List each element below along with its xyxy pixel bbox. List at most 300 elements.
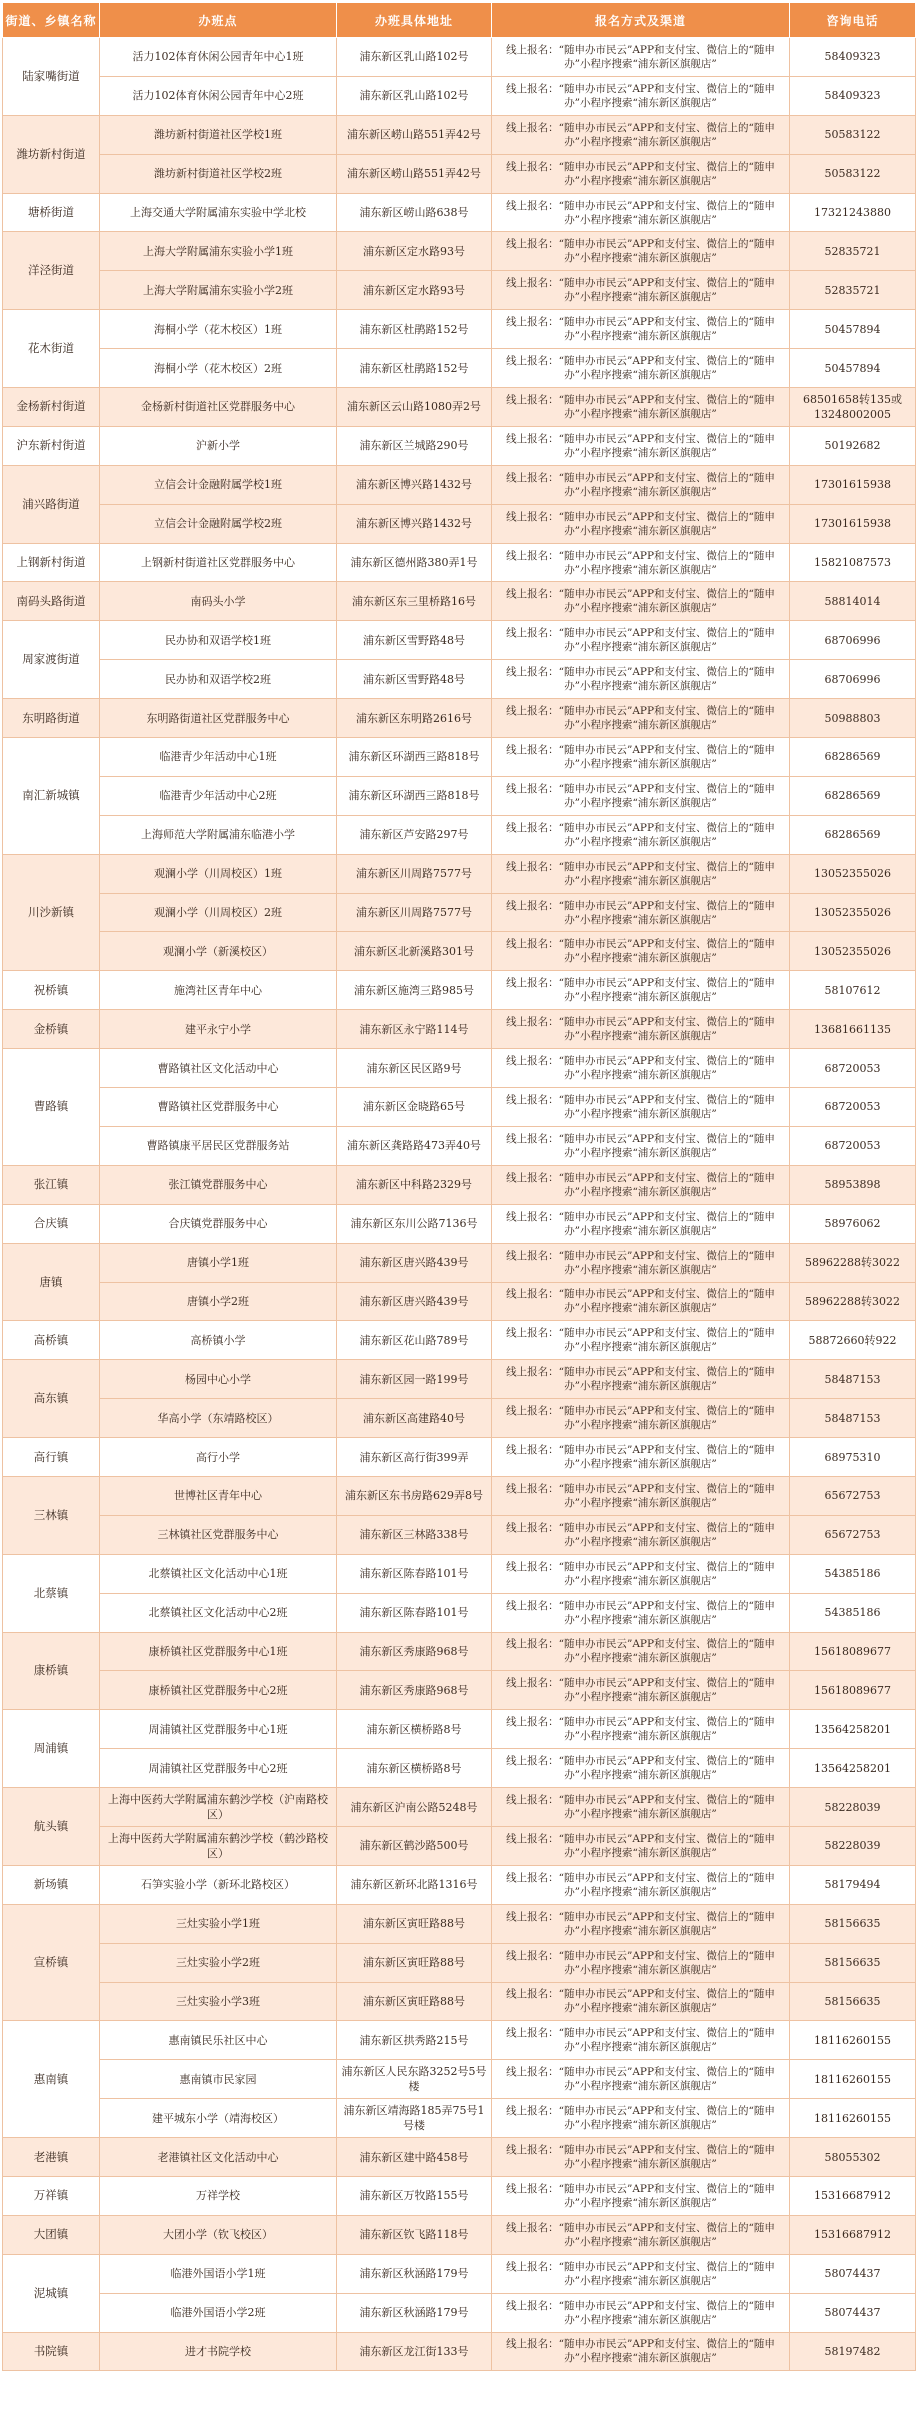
header-address: 办班具体地址: [337, 3, 492, 38]
phone-cell: 58156635: [790, 1904, 916, 1943]
method-cell: 线上报名：“随申办市民云”APP和支付宝、微信上的“随申办”小程序搜索“浦东新区旗舰店”: [492, 154, 790, 193]
address-cell: 浦东新区靖海路185弄75号1号楼: [337, 2099, 492, 2138]
phone-cell: 15316687912: [790, 2215, 916, 2254]
site-cell: 沪新小学: [100, 426, 337, 465]
phone-cell: 50457894: [790, 310, 916, 349]
table-row: [3, 2138, 916, 2177]
phone-cell: 15821087573: [790, 543, 916, 582]
site-cell: 上钢新村街道社区党群服务中心: [100, 543, 337, 582]
header-site: 办班点: [100, 3, 337, 38]
method-cell: 线上报名：“随申办市民云”APP和支付宝、微信上的“随申办”小程序搜索“浦东新区旗舰店”: [492, 1010, 790, 1049]
table-row: [3, 1282, 916, 1321]
table-row: [3, 232, 916, 271]
site-cell: 世博社区青年中心: [100, 1476, 337, 1515]
phone-cell: 58179494: [790, 1865, 916, 1904]
table-row: [3, 582, 916, 621]
site-cell: 活力102体育休闲公园青年中心2班: [100, 76, 337, 115]
phone-cell: 54385186: [790, 1593, 916, 1632]
phone-cell: 13052355026: [790, 893, 916, 932]
method-cell: 线上报名：“随申办市民云”APP和支付宝、微信上的“随申办”小程序搜索“浦东新区旗舰店”: [492, 2254, 790, 2293]
town-cell: 北蔡镇: [3, 1554, 100, 1632]
phone-cell: 65672753: [790, 1515, 916, 1554]
phone-cell: 68286569: [790, 815, 916, 854]
town-cell: 曹路镇: [3, 1049, 100, 1166]
table-row: [3, 2060, 916, 2099]
method-cell: 线上报名：“随申办市民云”APP和支付宝、微信上的“随申办”小程序搜索“浦东新区旗舰店”: [492, 543, 790, 582]
site-cell: 临港青少年活动中心1班: [100, 738, 337, 777]
method-cell: 线上报名：“随申办市民云”APP和支付宝、微信上的“随申办”小程序搜索“浦东新区旗舰店”: [492, 1788, 790, 1827]
table-row: [3, 815, 916, 854]
town-cell: 新场镇: [3, 1865, 100, 1904]
method-cell: 线上报名：“随申办市民云”APP和支付宝、微信上的“随申办”小程序搜索“浦东新区旗舰店”: [492, 1321, 790, 1360]
address-cell: 浦东新区秀康路968号: [337, 1671, 492, 1710]
phone-cell: 50583122: [790, 115, 916, 154]
town-cell: 祝桥镇: [3, 971, 100, 1010]
address-cell: 浦东新区乳山路102号: [337, 76, 492, 115]
site-cell: 立信会计金融附属学校1班: [100, 465, 337, 504]
table-row: [3, 1321, 916, 1360]
address-cell: 浦东新区杜鹃路152号: [337, 310, 492, 349]
table-row: [3, 38, 916, 77]
address-cell: 浦东新区川周路7577号: [337, 893, 492, 932]
address-cell: 浦东新区钦飞路118号: [337, 2215, 492, 2254]
phone-cell: 58074437: [790, 2293, 916, 2332]
site-cell: 观澜小学（川周校区）1班: [100, 854, 337, 893]
site-cell: 三灶实验小学2班: [100, 1943, 337, 1982]
site-cell: 上海师范大学附属浦东临港小学: [100, 815, 337, 854]
town-cell: 上钢新村街道: [3, 543, 100, 582]
address-cell: 浦东新区兰城路290号: [337, 426, 492, 465]
site-cell: 立信会计金融附属学校2班: [100, 504, 337, 543]
address-cell: 浦东新区陈春路101号: [337, 1593, 492, 1632]
method-cell: 线上报名：“随申办市民云”APP和支付宝、微信上的“随申办”小程序搜索“浦东新区旗舰店”: [492, 1593, 790, 1632]
method-cell: 线上报名：“随申办市民云”APP和支付宝、微信上的“随申办”小程序搜索“浦东新区旗舰店”: [492, 2332, 790, 2371]
method-cell: 线上报名：“随申办市民云”APP和支付宝、微信上的“随申办”小程序搜索“浦东新区旗舰店”: [492, 1904, 790, 1943]
method-cell: 线上报名：“随申办市民云”APP和支付宝、微信上的“随申办”小程序搜索“浦东新区旗舰店”: [492, 1865, 790, 1904]
method-cell: 线上报名：“随申办市民云”APP和支付宝、微信上的“随申办”小程序搜索“浦东新区旗舰店”: [492, 232, 790, 271]
site-cell: 惠南镇民乐社区中心: [100, 2021, 337, 2060]
site-cell: 三灶实验小学3班: [100, 1982, 337, 2021]
method-cell: 线上报名：“随申办市民云”APP和支付宝、微信上的“随申办”小程序搜索“浦东新区旗舰店”: [492, 738, 790, 777]
address-cell: 浦东新区鹤沙路500号: [337, 1826, 492, 1865]
method-cell: 线上报名：“随申办市民云”APP和支付宝、微信上的“随申办”小程序搜索“浦东新区旗舰店”: [492, 1243, 790, 1282]
town-cell: 浦兴路街道: [3, 465, 100, 543]
phone-cell: 68975310: [790, 1438, 916, 1477]
table-row: [3, 2099, 916, 2138]
table-row: [3, 1943, 916, 1982]
address-cell: 浦东新区崂山路638号: [337, 193, 492, 232]
table-row: [3, 310, 916, 349]
site-cell: 周浦镇社区党群服务中心1班: [100, 1710, 337, 1749]
site-cell: 临港外国语小学2班: [100, 2293, 337, 2332]
address-cell: 浦东新区东明路2616号: [337, 699, 492, 738]
town-cell: 陆家嘴街道: [3, 38, 100, 116]
header-phone: 咨询电话: [790, 3, 916, 38]
phone-cell: 68286569: [790, 738, 916, 777]
phone-cell: 58228039: [790, 1826, 916, 1865]
address-cell: 浦东新区金晓路65号: [337, 1088, 492, 1127]
address-cell: 浦东新区寅旺路88号: [337, 1904, 492, 1943]
address-cell: 浦东新区环湖西三路818号: [337, 776, 492, 815]
town-cell: 老港镇: [3, 2138, 100, 2177]
registration-table: [2, 2, 916, 2371]
method-cell: 线上报名：“随申办市民云”APP和支付宝、微信上的“随申办”小程序搜索“浦东新区旗舰店”: [492, 893, 790, 932]
address-cell: 浦东新区川周路7577号: [337, 854, 492, 893]
address-cell: 浦东新区万牧路155号: [337, 2176, 492, 2215]
site-cell: 万祥学校: [100, 2176, 337, 2215]
site-cell: 民办协和双语学校2班: [100, 660, 337, 699]
address-cell: 浦东新区三林路338号: [337, 1515, 492, 1554]
table-row: [3, 1399, 916, 1438]
table-row: [3, 504, 916, 543]
site-cell: 上海交通大学附属浦东实验中学北校: [100, 193, 337, 232]
method-cell: 线上报名：“随申办市民云”APP和支付宝、微信上的“随申办”小程序搜索“浦东新区旗舰店”: [492, 271, 790, 310]
address-cell: 浦东新区沪南公路5248号: [337, 1788, 492, 1827]
phone-cell: 52835721: [790, 232, 916, 271]
address-cell: 浦东新区乳山路102号: [337, 38, 492, 77]
phone-cell: 58156635: [790, 1943, 916, 1982]
site-cell: 高行小学: [100, 1438, 337, 1477]
table-row: [3, 2215, 916, 2254]
method-cell: 线上报名：“随申办市民云”APP和支付宝、微信上的“随申办”小程序搜索“浦东新区旗舰店”: [492, 1710, 790, 1749]
site-cell: 三林镇社区党群服务中心: [100, 1515, 337, 1554]
method-cell: 线上报名：“随申办市民云”APP和支付宝、微信上的“随申办”小程序搜索“浦东新区旗舰店”: [492, 2060, 790, 2099]
site-cell: 观澜小学（新溪校区）: [100, 932, 337, 971]
address-cell: 浦东新区秋涵路179号: [337, 2293, 492, 2332]
phone-cell: 68720053: [790, 1049, 916, 1088]
table-row: [3, 1632, 916, 1671]
method-cell: 线上报名：“随申办市民云”APP和支付宝、微信上的“随申办”小程序搜索“浦东新区旗舰店”: [492, 2021, 790, 2060]
site-cell: 北蔡镇社区文化活动中心1班: [100, 1554, 337, 1593]
phone-cell: 68706996: [790, 660, 916, 699]
table-row: [3, 1749, 916, 1788]
phone-cell: 58872660转922: [790, 1321, 916, 1360]
method-cell: 线上报名：“随申办市民云”APP和支付宝、微信上的“随申办”小程序搜索“浦东新区旗舰店”: [492, 1515, 790, 1554]
phone-cell: 13564258201: [790, 1710, 916, 1749]
phone-cell: 18116260155: [790, 2099, 916, 2138]
method-cell: 线上报名：“随申办市民云”APP和支付宝、微信上的“随申办”小程序搜索“浦东新区旗舰店”: [492, 2293, 790, 2332]
table-row: [3, 2176, 916, 2215]
method-cell: 线上报名：“随申办市民云”APP和支付宝、微信上的“随申办”小程序搜索“浦东新区旗舰店”: [492, 1165, 790, 1204]
town-cell: 周浦镇: [3, 1710, 100, 1788]
phone-cell: 15618089677: [790, 1671, 916, 1710]
table-body: [3, 38, 916, 2371]
phone-cell: 17301615938: [790, 465, 916, 504]
site-cell: 唐镇小学2班: [100, 1282, 337, 1321]
town-cell: 三林镇: [3, 1476, 100, 1554]
address-cell: 浦东新区人民东路3252号5号楼: [337, 2060, 492, 2099]
table-row: [3, 660, 916, 699]
method-cell: 线上报名：“随申办市民云”APP和支付宝、微信上的“随申办”小程序搜索“浦东新区旗舰店”: [492, 349, 790, 388]
site-cell: 临港外国语小学1班: [100, 2254, 337, 2293]
phone-cell: 58962288转3022: [790, 1243, 916, 1282]
method-cell: 线上报名：“随申办市民云”APP和支付宝、微信上的“随申办”小程序搜索“浦东新区旗舰店”: [492, 1826, 790, 1865]
address-cell: 浦东新区寅旺路88号: [337, 1943, 492, 1982]
site-cell: 南码头小学: [100, 582, 337, 621]
site-cell: 康桥镇社区党群服务中心2班: [100, 1671, 337, 1710]
site-cell: 曹路镇社区文化活动中心: [100, 1049, 337, 1088]
site-cell: 施湾社区青年中心: [100, 971, 337, 1010]
address-cell: 浦东新区陈春路101号: [337, 1554, 492, 1593]
table-row: [3, 893, 916, 932]
phone-cell: 58487153: [790, 1360, 916, 1399]
site-cell: 上海大学附属浦东实验小学1班: [100, 232, 337, 271]
site-cell: 潍坊新村街道社区学校1班: [100, 115, 337, 154]
table-row: [3, 465, 916, 504]
site-cell: 建平永宁小学: [100, 1010, 337, 1049]
address-cell: 浦东新区园一路199号: [337, 1360, 492, 1399]
phone-cell: 50457894: [790, 349, 916, 388]
phone-cell: 58409323: [790, 38, 916, 77]
table-row: [3, 1904, 916, 1943]
site-cell: 海桐小学（花木校区）2班: [100, 349, 337, 388]
method-cell: 线上报名：“随申办市民云”APP和支付宝、微信上的“随申办”小程序搜索“浦东新区旗舰店”: [492, 1204, 790, 1243]
site-cell: 北蔡镇社区文化活动中心2班: [100, 1593, 337, 1632]
table-row: [3, 1049, 916, 1088]
address-cell: 浦东新区东川公路7136号: [337, 1204, 492, 1243]
table-row: [3, 738, 916, 777]
site-cell: 三灶实验小学1班: [100, 1904, 337, 1943]
town-cell: 东明路街道: [3, 699, 100, 738]
address-cell: 浦东新区高行街399弄: [337, 1438, 492, 1477]
table-row: [3, 2293, 916, 2332]
method-cell: 线上报名：“随申办市民云”APP和支付宝、微信上的“随申办”小程序搜索“浦东新区旗舰店”: [492, 426, 790, 465]
site-cell: 合庆镇党群服务中心: [100, 1204, 337, 1243]
town-cell: 张江镇: [3, 1165, 100, 1204]
address-cell: 浦东新区横桥路8号: [337, 1749, 492, 1788]
method-cell: 线上报名：“随申办市民云”APP和支付宝、微信上的“随申办”小程序搜索“浦东新区旗舰店”: [492, 1476, 790, 1515]
phone-cell: 13564258201: [790, 1749, 916, 1788]
table-row: [3, 776, 916, 815]
address-cell: 浦东新区永宁路114号: [337, 1010, 492, 1049]
table-row: [3, 154, 916, 193]
table-row: [3, 1204, 916, 1243]
address-cell: 浦东新区崂山路551弄42号: [337, 115, 492, 154]
table-row: [3, 1515, 916, 1554]
site-cell: 周浦镇社区党群服务中心2班: [100, 1749, 337, 1788]
method-cell: 线上报名：“随申办市民云”APP和支付宝、微信上的“随申办”小程序搜索“浦东新区旗舰店”: [492, 2138, 790, 2177]
method-cell: 线上报名：“随申办市民云”APP和支付宝、微信上的“随申办”小程序搜索“浦东新区旗舰店”: [492, 2215, 790, 2254]
address-cell: 浦东新区雪野路48号: [337, 660, 492, 699]
table-row: [3, 2254, 916, 2293]
site-cell: 惠南镇市民家园: [100, 2060, 337, 2099]
address-cell: 浦东新区德州路380弄1号: [337, 543, 492, 582]
table-header-row: [3, 3, 916, 38]
phone-cell: 58055302: [790, 2138, 916, 2177]
address-cell: 浦东新区横桥路8号: [337, 1710, 492, 1749]
town-cell: 唐镇: [3, 1243, 100, 1321]
town-cell: 川沙新镇: [3, 854, 100, 971]
address-cell: 浦东新区建中路458号: [337, 2138, 492, 2177]
phone-cell: 68720053: [790, 1126, 916, 1165]
method-cell: 线上报名：“随申办市民云”APP和支付宝、微信上的“随申办”小程序搜索“浦东新区旗舰店”: [492, 2176, 790, 2215]
town-cell: 康桥镇: [3, 1632, 100, 1710]
town-cell: 洋泾街道: [3, 232, 100, 310]
phone-cell: 15618089677: [790, 1632, 916, 1671]
town-cell: 沪东新村街道: [3, 426, 100, 465]
table-row: [3, 1476, 916, 1515]
address-cell: 浦东新区博兴路1432号: [337, 465, 492, 504]
table-row: [3, 543, 916, 582]
town-cell: 高东镇: [3, 1360, 100, 1438]
site-cell: 上海中医药大学附属浦东鹤沙学校（沪南路校区）: [100, 1788, 337, 1827]
site-cell: 潍坊新村街道社区学校2班: [100, 154, 337, 193]
address-cell: 浦东新区龚路路473弄40号: [337, 1126, 492, 1165]
site-cell: 临港青少年活动中心2班: [100, 776, 337, 815]
method-cell: 线上报名：“随申办市民云”APP和支付宝、微信上的“随申办”小程序搜索“浦东新区旗舰店”: [492, 582, 790, 621]
phone-cell: 13681661135: [790, 1010, 916, 1049]
site-cell: 海桐小学（花木校区）1班: [100, 310, 337, 349]
address-cell: 浦东新区环湖西三路818号: [337, 738, 492, 777]
method-cell: 线上报名：“随申办市民云”APP和支付宝、微信上的“随申办”小程序搜索“浦东新区旗舰店”: [492, 2099, 790, 2138]
method-cell: 线上报名：“随申办市民云”APP和支付宝、微信上的“随申办”小程序搜索“浦东新区旗舰店”: [492, 1282, 790, 1321]
phone-cell: 68286569: [790, 776, 916, 815]
address-cell: 浦东新区杜鹃路152号: [337, 349, 492, 388]
table-row: [3, 426, 916, 465]
address-cell: 浦东新区高建路40号: [337, 1399, 492, 1438]
site-cell: 张江镇党群服务中心: [100, 1165, 337, 1204]
address-cell: 浦东新区雪野路48号: [337, 621, 492, 660]
site-cell: 东明路街道社区党群服务中心: [100, 699, 337, 738]
table-row: [3, 854, 916, 893]
table-row: [3, 1088, 916, 1127]
method-cell: 线上报名：“随申办市民云”APP和支付宝、微信上的“随申办”小程序搜索“浦东新区旗舰店”: [492, 1360, 790, 1399]
table-row: [3, 1593, 916, 1632]
table-row: [3, 76, 916, 115]
method-cell: 线上报名：“随申办市民云”APP和支付宝、微信上的“随申办”小程序搜索“浦东新区旗舰店”: [492, 1632, 790, 1671]
site-cell: 曹路镇社区党群服务中心: [100, 1088, 337, 1127]
address-cell: 浦东新区唐兴路439号: [337, 1243, 492, 1282]
site-cell: 建平城东小学（靖海校区）: [100, 2099, 337, 2138]
table-row: [3, 699, 916, 738]
table-row: [3, 1710, 916, 1749]
phone-cell: 58197482: [790, 2332, 916, 2371]
address-cell: 浦东新区崂山路551弄42号: [337, 154, 492, 193]
address-cell: 浦东新区施湾三路985号: [337, 971, 492, 1010]
address-cell: 浦东新区云山路1080弄2号: [337, 388, 492, 427]
site-cell: 华高小学（东靖路校区）: [100, 1399, 337, 1438]
table-row: [3, 388, 916, 427]
site-cell: 大团小学（钦飞校区）: [100, 2215, 337, 2254]
table-row: [3, 1554, 916, 1593]
method-cell: 线上报名：“随申办市民云”APP和支付宝、微信上的“随申办”小程序搜索“浦东新区旗舰店”: [492, 1126, 790, 1165]
table-row: [3, 971, 916, 1010]
site-cell: 石笋实验小学（新环北路校区）: [100, 1865, 337, 1904]
phone-cell: 50583122: [790, 154, 916, 193]
method-cell: 线上报名：“随申办市民云”APP和支付宝、微信上的“随申办”小程序搜索“浦东新区旗舰店”: [492, 388, 790, 427]
town-cell: 花木街道: [3, 310, 100, 388]
phone-cell: 13052355026: [790, 932, 916, 971]
method-cell: 线上报名：“随申办市民云”APP和支付宝、微信上的“随申办”小程序搜索“浦东新区旗舰店”: [492, 1943, 790, 1982]
phone-cell: 58074437: [790, 2254, 916, 2293]
town-cell: 高桥镇: [3, 1321, 100, 1360]
header-town: 街道、乡镇名称: [3, 3, 100, 38]
phone-cell: 58976062: [790, 1204, 916, 1243]
phone-cell: 54385186: [790, 1554, 916, 1593]
address-cell: 浦东新区新环北路1316号: [337, 1865, 492, 1904]
address-cell: 浦东新区定水路93号: [337, 271, 492, 310]
address-cell: 浦东新区龙江街133号: [337, 2332, 492, 2371]
address-cell: 浦东新区北新溪路301号: [337, 932, 492, 971]
table-row: [3, 1671, 916, 1710]
table-row: [3, 1438, 916, 1477]
town-cell: 高行镇: [3, 1438, 100, 1477]
phone-cell: 58409323: [790, 76, 916, 115]
phone-cell: 17301615938: [790, 504, 916, 543]
address-cell: 浦东新区东书房路629弄8号: [337, 1476, 492, 1515]
phone-cell: 58953898: [790, 1165, 916, 1204]
phone-cell: 68501658转135或13248002005: [790, 388, 916, 427]
phone-cell: 58107612: [790, 971, 916, 1010]
site-cell: 民办协和双语学校1班: [100, 621, 337, 660]
table-row: [3, 621, 916, 660]
method-cell: 线上报名：“随申办市民云”APP和支付宝、微信上的“随申办”小程序搜索“浦东新区旗舰店”: [492, 1399, 790, 1438]
site-cell: 老港镇社区文化活动中心: [100, 2138, 337, 2177]
method-cell: 线上报名：“随申办市民云”APP和支付宝、微信上的“随申办”小程序搜索“浦东新区旗舰店”: [492, 854, 790, 893]
address-cell: 浦东新区秋涵路179号: [337, 2254, 492, 2293]
site-cell: 曹路镇康平居民区党群服务站: [100, 1126, 337, 1165]
town-cell: 大团镇: [3, 2215, 100, 2254]
table-row: [3, 1165, 916, 1204]
site-cell: 金杨新村街道社区党群服务中心: [100, 388, 337, 427]
method-cell: 线上报名：“随申办市民云”APP和支付宝、微信上的“随申办”小程序搜索“浦东新区旗舰店”: [492, 621, 790, 660]
phone-cell: 15316687912: [790, 2176, 916, 2215]
table-row: [3, 2021, 916, 2060]
method-cell: 线上报名：“随申办市民云”APP和支付宝、微信上的“随申办”小程序搜索“浦东新区旗舰店”: [492, 504, 790, 543]
site-cell: 杨园中心小学: [100, 1360, 337, 1399]
phone-cell: 58228039: [790, 1788, 916, 1827]
phone-cell: 58156635: [790, 1982, 916, 2021]
town-cell: 航头镇: [3, 1788, 100, 1866]
town-cell: 泥城镇: [3, 2254, 100, 2332]
town-cell: 塘桥街道: [3, 193, 100, 232]
site-cell: 唐镇小学1班: [100, 1243, 337, 1282]
method-cell: 线上报名：“随申办市民云”APP和支付宝、微信上的“随申办”小程序搜索“浦东新区旗舰店”: [492, 1049, 790, 1088]
method-cell: 线上报名：“随申办市民云”APP和支付宝、微信上的“随申办”小程序搜索“浦东新区旗舰店”: [492, 115, 790, 154]
table-row: [3, 271, 916, 310]
town-cell: 惠南镇: [3, 2021, 100, 2138]
method-cell: 线上报名：“随申办市民云”APP和支付宝、微信上的“随申办”小程序搜索“浦东新区旗舰店”: [492, 310, 790, 349]
table-row: [3, 1788, 916, 1827]
method-cell: 线上报名：“随申办市民云”APP和支付宝、微信上的“随申办”小程序搜索“浦东新区旗舰店”: [492, 932, 790, 971]
phone-cell: 58962288转3022: [790, 1282, 916, 1321]
method-cell: 线上报名：“随申办市民云”APP和支付宝、微信上的“随申办”小程序搜索“浦东新区旗舰店”: [492, 465, 790, 504]
method-cell: 线上报名：“随申办市民云”APP和支付宝、微信上的“随申办”小程序搜索“浦东新区旗舰店”: [492, 1671, 790, 1710]
town-cell: 潍坊新村街道: [3, 115, 100, 193]
phone-cell: 18116260155: [790, 2060, 916, 2099]
table-row: [3, 1126, 916, 1165]
method-cell: 线上报名：“随申办市民云”APP和支付宝、微信上的“随申办”小程序搜索“浦东新区旗舰店”: [492, 1088, 790, 1127]
method-cell: 线上报名：“随申办市民云”APP和支付宝、微信上的“随申办”小程序搜索“浦东新区旗舰店”: [492, 76, 790, 115]
site-cell: 活力102体育休闲公园青年中心1班: [100, 38, 337, 77]
table-row: [3, 1865, 916, 1904]
site-cell: 康桥镇社区党群服务中心1班: [100, 1632, 337, 1671]
town-cell: 南汇新城镇: [3, 738, 100, 855]
phone-cell: 52835721: [790, 271, 916, 310]
address-cell: 浦东新区拱秀路215号: [337, 2021, 492, 2060]
table-row: [3, 1010, 916, 1049]
method-cell: 线上报名：“随申办市民云”APP和支付宝、微信上的“随申办”小程序搜索“浦东新区旗舰店”: [492, 971, 790, 1010]
town-cell: 书院镇: [3, 2332, 100, 2371]
address-cell: 浦东新区民区路9号: [337, 1049, 492, 1088]
town-cell: 万祥镇: [3, 2176, 100, 2215]
method-cell: 线上报名：“随申办市民云”APP和支付宝、微信上的“随申办”小程序搜索“浦东新区旗舰店”: [492, 776, 790, 815]
table-row: [3, 115, 916, 154]
method-cell: 线上报名：“随申办市民云”APP和支付宝、微信上的“随申办”小程序搜索“浦东新区旗舰店”: [492, 660, 790, 699]
table-row: [3, 349, 916, 388]
address-cell: 浦东新区花山路789号: [337, 1321, 492, 1360]
town-cell: 合庆镇: [3, 1204, 100, 1243]
